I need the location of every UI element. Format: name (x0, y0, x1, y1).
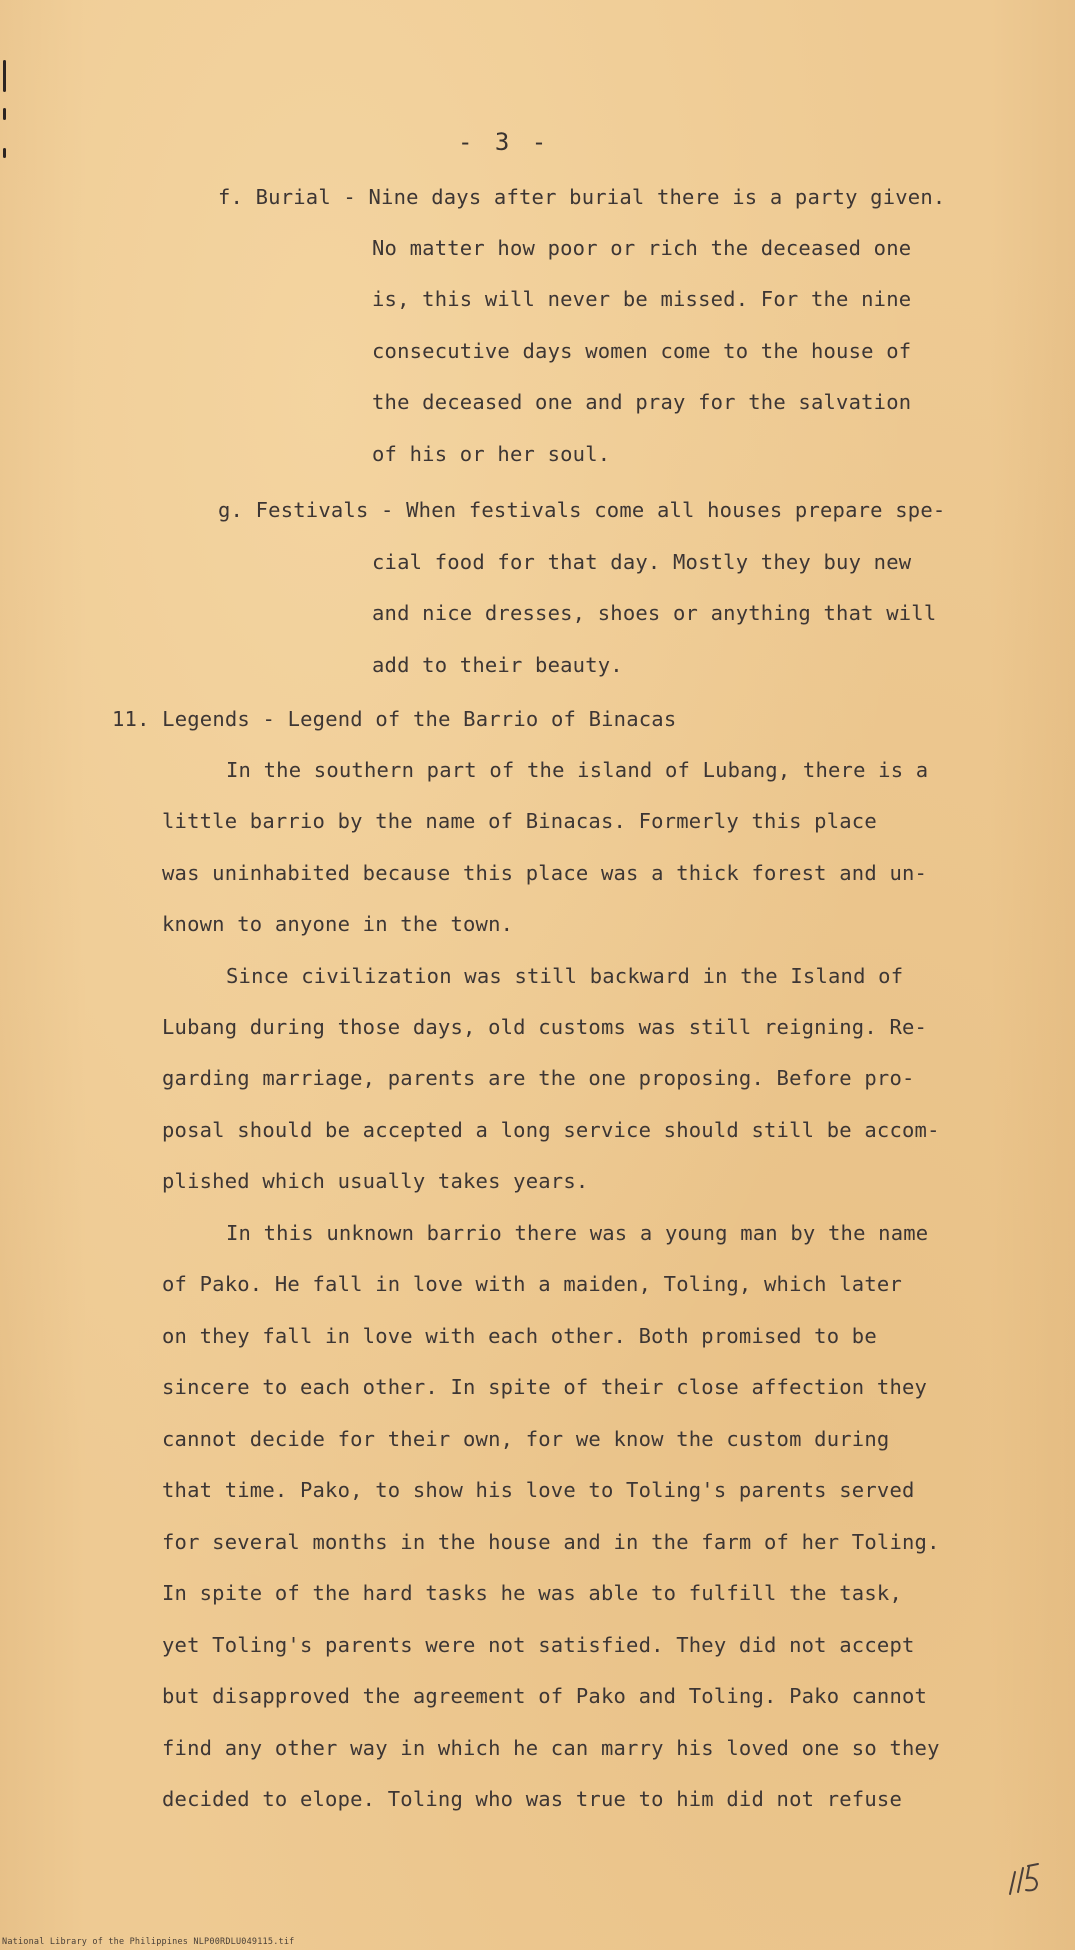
festivals-line-2: cial food for that day. Mostly they buy new (372, 550, 912, 574)
legend-p3-line-9: yet Toling's parents were not satisfied. They did not accept (162, 1633, 915, 1657)
legend-p3-line-6: that time. Pako, to show his love to Toling's parents served (162, 1478, 915, 1502)
legend-p3-line-4: sincere to each other. In spite of their close affection they (162, 1375, 928, 1399)
legend-p3-line-3: on they fall in love with each other. Both promised to be (162, 1324, 877, 1348)
burial-line-1: f. Burial - Nine days after burial there is a party given. (218, 185, 946, 209)
legend-p2-line-4: posal should be accepted a long service should still be accom- (162, 1118, 940, 1142)
legend-p1-line-1: In the southern part of the island of Lubang, there is a (226, 758, 929, 782)
burial-line-5: the deceased one and pray for the salvation (372, 390, 912, 414)
legend-p3-line-7: for several months in the house and in the farm of her Toling. (162, 1530, 940, 1554)
legend-heading: 11. Legends - Legend of the Barrio of Binacas (112, 707, 677, 731)
legend-p3-line-1: In this unknown barrio there was a young man by the name (226, 1221, 929, 1245)
burial-line-3: is, this will never be missed. For the nine (372, 287, 912, 311)
legend-p3-line-5: cannot decide for their own, for we know the custom during (162, 1427, 890, 1451)
burial-line-2: No matter how poor or rich the deceased one (372, 236, 912, 260)
handwritten-page-mark (1006, 1858, 1044, 1898)
left-edge-marks (0, 50, 14, 170)
legend-p3-line-12: decided to elope. Toling who was true to him did not refuse (162, 1787, 902, 1811)
legend-p3-line-8: In spite of the hard tasks he was able to fulfill the task, (162, 1581, 902, 1605)
legend-p2-line-2: Lubang during those days, old customs was still reigning. Re- (162, 1015, 928, 1039)
archive-footer-note: National Library of the Philippines NLP00RDLU049115.tif (2, 1937, 295, 1947)
festivals-line-1: g. Festivals - When festivals come all houses prepare spe- (218, 498, 946, 522)
legend-p3-line-11: find any other way in which he can marry his loved one so they (162, 1736, 940, 1760)
burial-line-6: of his or her soul. (372, 442, 611, 466)
page-number: - 3 - (458, 128, 551, 156)
burial-line-4: consecutive days women come to the house of (372, 339, 912, 363)
legend-p3-line-10: but disapproved the agreement of Pako and Toling. Pako cannot (162, 1684, 928, 1708)
festivals-line-4: add to their beauty. (372, 653, 623, 677)
legend-p1-line-2: little barrio by the name of Binacas. Formerly this place (162, 809, 877, 833)
legend-p3-line-2: of Pako. He fall in love with a maiden, Toling, which later (162, 1272, 902, 1296)
legend-p2-line-3: garding marriage, parents are the one proposing. Before pro- (162, 1066, 915, 1090)
legend-p1-line-3: was uninhabited because this place was a thick forest and un- (162, 861, 928, 885)
legend-p2-line-5: plished which usually takes years. (162, 1169, 589, 1193)
legend-p2-line-1: Since civilization was still backward in the Island of (226, 964, 904, 988)
festivals-line-3: and nice dresses, shoes or anything that will (372, 601, 937, 625)
legend-p1-line-4: known to anyone in the town. (162, 912, 514, 936)
